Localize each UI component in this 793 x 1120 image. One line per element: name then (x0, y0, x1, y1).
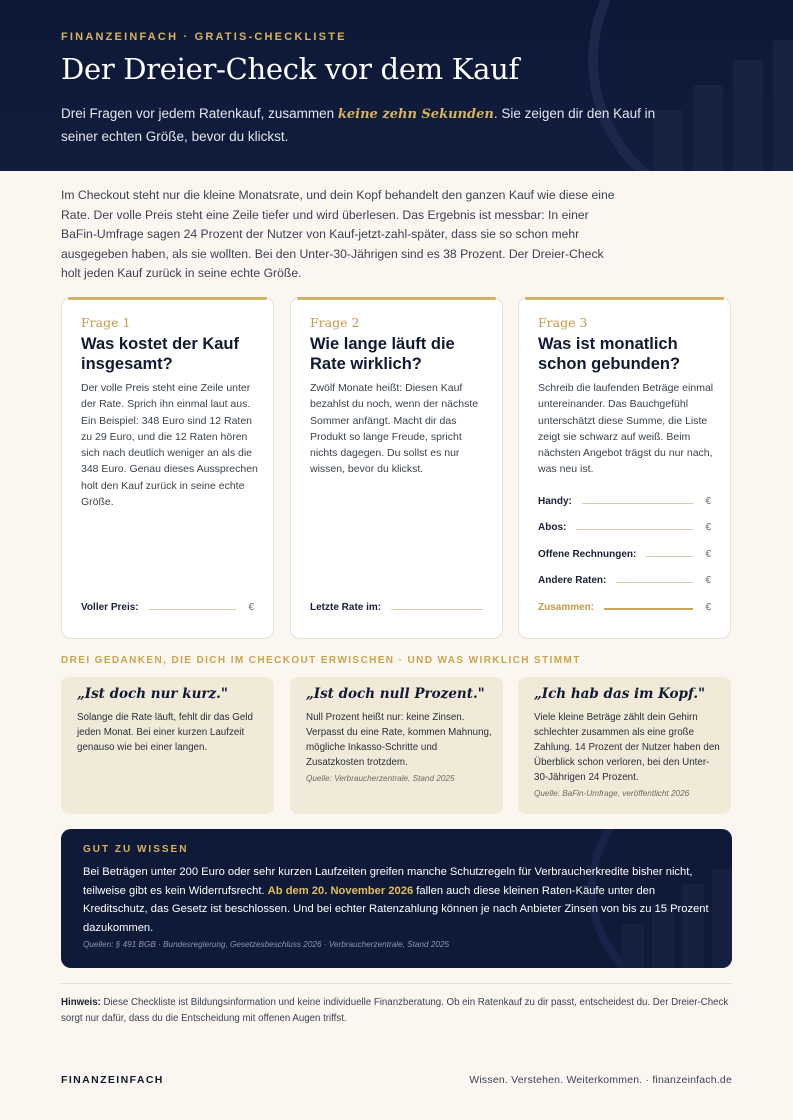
field-offene-rechnungen[interactable] (538, 542, 711, 560)
write-line[interactable] (149, 600, 236, 610)
question-number: Frage 1 (81, 315, 131, 330)
myth-title: „Ist doch null Prozent." (306, 686, 485, 702)
myth-source: Quelle: Verbraucherzentrale, Stand 2025 (306, 774, 455, 783)
currency-symbol: € (705, 549, 711, 560)
myth-text: Null Prozent heißt nur: keine Zinsen. Verpasst du eine Rate, kommen Mahnung, mögliche Inkasso-Schritte und Zusatzkosten trotzdem. (306, 712, 492, 768)
myth-text: Viele kleine Beträge zählt dein Gehirn schlechter zusammen als eine große Zahlung. 14 Prozent der Nutzer haben den Überblick schon verloren, bei den Unter-30-Jährigen 24 Prozent. (534, 712, 720, 783)
question-title: Was ist monatlich schon gebunden? (538, 335, 681, 373)
question-title: Was kostet der Kauf insgesamt? (81, 335, 240, 373)
footer-tagline-link[interactable]: Wissen. Verstehen. Weiterkommen. · finanzeinfach.de (469, 1074, 732, 1086)
disclaimer-text: Diese Checkliste ist Bildungsinformation und keine individuelle Finanzberatung. Ob ein Ratenkauf zu dir passt, entscheidest du. Der Dreier-Check sorgt nur dafür, dass du die Entscheidung mit offenen Augen triffst. (61, 997, 729, 1024)
disclaimer-label: Hinweis: (61, 997, 101, 1008)
good-to-know-text (83, 863, 713, 937)
hero-lead (61, 103, 661, 148)
field-label: Zusammen: (538, 602, 595, 613)
good-to-know-box (61, 829, 732, 968)
good-to-know-label: GUT ZU WISSEN (83, 844, 189, 855)
question-title: Wie lange läuft die Rate wirklich? (310, 335, 455, 373)
lead-text-end: . Sie zeigen dir den Kauf in seiner echten Größe, bevor du klickst. (61, 106, 656, 144)
field-andere-raten[interactable] (538, 568, 711, 586)
field-abos[interactable] (538, 515, 711, 533)
field-zusammen[interactable] (538, 595, 711, 613)
myth-text: Solange die Rate läuft, fehlt dir das Geld jeden Monat. Bei einer kurzen Laufzeit genauso wie bei einer langen. (77, 712, 253, 753)
lead-emphasis: keine zehn Sekunden (337, 107, 494, 122)
myth-title: „Ist doch nur kurz." (77, 686, 228, 702)
currency-symbol: € (705, 575, 711, 586)
field-label: Handy: (538, 496, 572, 507)
field-handy[interactable] (538, 489, 711, 507)
brand-eyebrow: FINANZEINFACH · GRATIS-CHECKLISTE (61, 31, 347, 43)
good-to-know-sources: Quellen: § 491 BGB · Bundesregierung, Gesetzesbeschluss 2026 · Verbraucherzentrale, Stand 2025 (83, 940, 450, 949)
question-body: Schreib die laufenden Beträge einmal untereinander. Das Bauchgefühl unterschätzt diese Summe, die Liste zeigt sie schwarz auf weiß. Beim nächsten Angebot trägst du nur nach, was neu ist. (538, 382, 714, 476)
lead-text-start: Drei Fragen vor jedem Ratenkauf, zusammen (61, 106, 338, 121)
intro-paragraph: Im Checkout steht nur die kleine Monatsrate, und dein Kopf behandelt den ganzen Kauf wie diese eine Rate. Der volle Preis steht eine Zeile tiefer und wird überlesen. Das Ergebnis ist messbar: In einer BaFin-Umfrage sagen 24 Prozent der Nutzer von Kauf-jetzt-zahl-später, dass sie so schon mehr ausgegeben haben, als sie wollten. Bei den Unter-30-Jährigen sind es 38 Prozent. Der Dreier-Check holt jeden Kauf zurück in seine echte Größe. (61, 188, 615, 280)
disclaimer (61, 995, 732, 1027)
field-label: Andere Raten: (538, 575, 607, 586)
divider (61, 983, 732, 984)
question-number: Frage 3 (538, 315, 588, 330)
field-label: Voller Preis: (81, 602, 139, 613)
field-label: Letzte Rate im: (310, 602, 382, 613)
myth-card-2 (290, 677, 503, 814)
field-label: Offene Rechnungen: (538, 549, 637, 560)
gzw-text-end: fallen auch diese kleinen Raten-Käufe unter den Kreditschutz, das Gesetz ist beschlossen. Und bei echter Ratenzahlung können je nach Anbieter Zinsen von bis zu 15 Prozent dazukommen. (83, 884, 709, 934)
last-rate-field[interactable] (310, 595, 483, 613)
write-line[interactable] (604, 600, 693, 610)
write-line[interactable] (582, 494, 693, 504)
write-line[interactable] (646, 547, 693, 557)
gzw-text-start: Bei Beträgen unter 200 Euro oder sehr kurzen Laufzeiten greifen manche Schutzregeln für Verbraucherkredite bisher nicht, teilweise gibt es kein Widerrufsrecht. (83, 866, 693, 897)
myth-card-3 (518, 677, 731, 814)
currency-symbol: € (705, 522, 711, 533)
question-card-3 (518, 297, 731, 639)
question-card-2 (290, 297, 503, 639)
myth-title: „Ich hab das im Kopf." (534, 686, 706, 702)
question-body: Zwölf Monate heißt: Diesen Kauf bezahlst du noch, wenn der nächste Sommer anfängt. Macht dir das Produkt so lange Freude, spricht nichts dagegen. Du sollst es nur wissen, bevor du klickst. (310, 382, 479, 476)
currency-symbol: € (248, 602, 254, 613)
page-title: Der Dreier-Check vor dem Kauf (61, 52, 519, 86)
field-label: Abos: (538, 522, 567, 533)
full-price-field[interactable] (81, 595, 254, 613)
currency-symbol: € (705, 602, 711, 613)
write-line[interactable] (576, 520, 693, 530)
question-body: Der volle Preis steht eine Zeile unter der Rate. Sprich ihn einmal laut aus. Ein Beispiel: 348 Euro sind 12 Raten zu 29 Euro, und die 12 Raten hören sich nach deutlich weniger an als die 348 Euro. Genau dieses Aussprechen holt den Kauf zurück in seine echte Größe. (81, 382, 258, 509)
question-card-1 (61, 297, 274, 639)
hero-header (0, 0, 793, 171)
question-number: Frage 2 (310, 315, 360, 330)
write-line[interactable] (391, 600, 483, 610)
myth-card-1 (61, 677, 274, 814)
footer-brand: FINANZEINFACH (61, 1074, 164, 1086)
write-line[interactable] (616, 573, 693, 583)
currency-symbol: € (705, 496, 711, 507)
myth-source: Quelle: BaFin-Umfrage, veröffentlicht 2026 (534, 789, 690, 798)
myths-section-label: DREI GEDANKEN, DIE DICH IM CHECKOUT ERWISCHEN · UND WAS WIRKLICH STIMMT (61, 655, 581, 666)
gzw-date-highlight: Ab dem 20. November 2026 (267, 884, 414, 897)
